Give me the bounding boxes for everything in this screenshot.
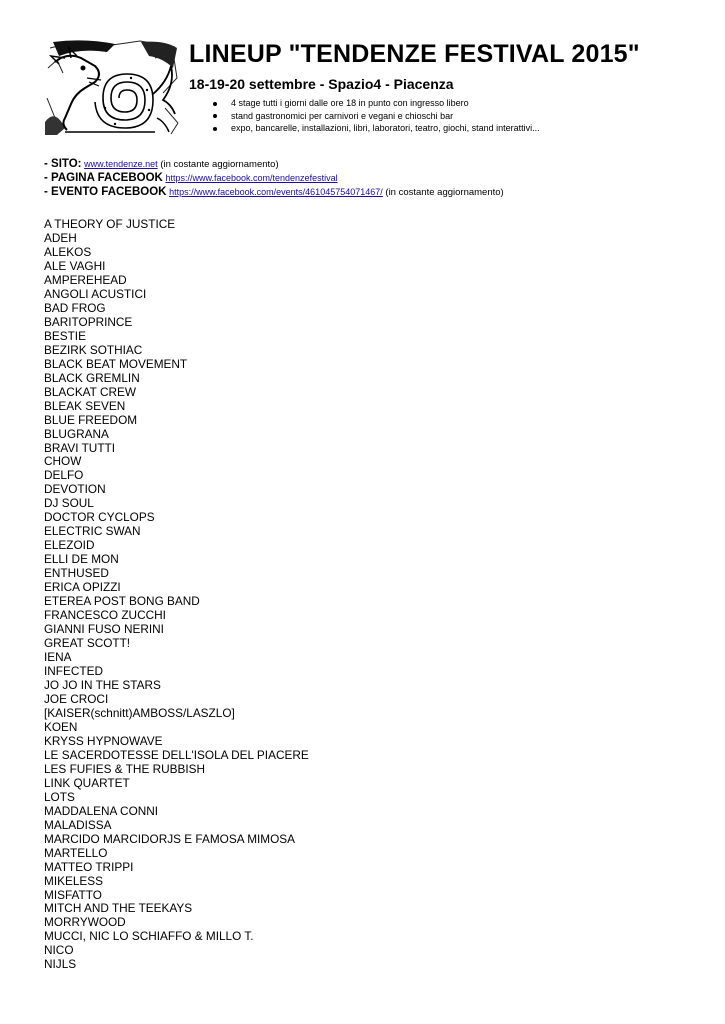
artist-item: MORRYWOOD — [44, 915, 126, 930]
artist-item: AMPEREHEAD — [44, 272, 127, 287]
feature-text: 4 stage tutti i giorni dalle ore 18 in punto con ingresso libero — [231, 98, 469, 108]
artist-item: LE SACERDOTESSE DELL'ISOLA DEL PIACERE — [44, 747, 309, 762]
bullet-icon — [213, 127, 217, 131]
artist-item: JO JO IN THE STARS — [44, 677, 161, 692]
artist-item: ELECTRIC SWAN — [44, 524, 141, 539]
artist-item: IENA — [44, 650, 72, 665]
artist-item: BLEAK SEVEN — [44, 398, 126, 413]
artist-item: MIKELESS — [44, 873, 104, 888]
artist-item: DELFO — [44, 468, 84, 483]
site-link-row — [44, 157, 504, 171]
artist-item: BLUGRANA — [44, 426, 109, 441]
artist-item: ENTHUSED — [44, 566, 109, 581]
artist-item: MUCCI, NIC LO SCHIAFFO & MILLO T. — [44, 929, 254, 944]
artist-item: LOTS — [44, 789, 75, 804]
facebook-page-label: - PAGINA FACEBOOK — [44, 172, 163, 184]
site-label: - SITO: — [44, 158, 82, 170]
artist-item: JOE CROCI — [44, 691, 109, 706]
artist-item: INFECTED — [44, 664, 103, 678]
feature-item — [213, 110, 540, 123]
artist-item: LINK QUARTET — [44, 775, 130, 790]
site-link[interactable]: www.tendenze.net — [84, 159, 158, 169]
feature-text: stand gastronomici per carnivori e vegani e chioschi bar — [231, 110, 454, 121]
feature-item — [213, 122, 540, 135]
artist-item: BEZIRK SOTHIAC — [44, 342, 143, 357]
artist-item: GREAT SCOTT! — [44, 636, 131, 651]
artist-item: MISFATTO — [44, 887, 102, 902]
artist-item: ETEREA POST BONG BAND — [44, 594, 200, 609]
facebook-event-row — [44, 185, 504, 199]
facebook-event-note: (in costante aggiornamento) — [385, 187, 504, 198]
bullet-icon — [213, 114, 217, 118]
facebook-event-link[interactable]: https://www.facebook.com/events/461045754071467/ — [169, 187, 383, 197]
artist-item: BARITOPRINCE — [44, 314, 133, 329]
facebook-event-label: - EVENTO FACEBOOK — [44, 186, 167, 198]
artist-item: FRANCESCO ZUCCHI — [44, 608, 166, 623]
feature-item — [213, 97, 540, 110]
artist-item: BRAVI TUTTI — [44, 440, 116, 455]
artist-item: CHOW — [44, 454, 82, 469]
logo-drawing — [45, 38, 180, 135]
artist-item: KRYSS HYPNOWAVE — [44, 733, 163, 748]
artist-item: NICO — [44, 943, 74, 958]
bullet-icon — [213, 102, 217, 106]
artist-item: MARCIDO MARCIDORJS E FAMOSA MIMOSA — [44, 831, 296, 846]
artist-item: BLACK GREMLIN — [44, 370, 140, 385]
artist-item: MADDALENA CONNI — [44, 803, 159, 818]
page-title: LINEUP "TENDENZE FESTIVAL 2015" — [189, 40, 640, 68]
artist-item: ALEKOS — [44, 244, 92, 259]
artist-item: [KAISER(schnitt)AMBOSS/LASZLO] — [44, 705, 235, 720]
artist-item: DJ SOUL — [44, 496, 94, 511]
artist-item: BAD FROG — [44, 300, 106, 315]
artist-item: GIANNI FUSO NERINI — [44, 622, 164, 637]
artist-item: ERICA OPIZZI — [44, 580, 121, 595]
artist-list — [44, 217, 309, 971]
artist-item: MALADISSA — [44, 817, 112, 832]
artist-item: BLACKAT CREW — [44, 384, 136, 399]
artist-item: LES FUFIES & THE RUBBISH — [44, 761, 206, 776]
artist-item: A THEORY OF JUSTICE — [44, 217, 176, 231]
site-note: (in costante aggiornamento) — [160, 159, 279, 170]
facebook-page-row — [44, 171, 504, 185]
page-subtitle: 18-19-20 settembre - Spazio4 - Piacenza — [189, 76, 454, 92]
artist-item: BLACK BEAT MOVEMENT — [44, 356, 188, 371]
artist-item: BESTIE — [44, 328, 86, 343]
artist-item: MITCH AND THE TEEKAYS — [44, 901, 193, 916]
artist-item: BLUE FREEDOM — [44, 412, 138, 427]
artist-item: KOEN — [44, 719, 78, 734]
artist-item: ALE VAGHI — [44, 258, 106, 273]
artist-item: MARTELLO — [44, 845, 108, 860]
feature-text: expo, bancarelle, installazioni, libri, laboratori, teatro, giochi, stand interattivi... — [231, 123, 540, 133]
artist-item: DEVOTION — [44, 482, 106, 497]
feature-list — [213, 97, 540, 135]
facebook-page-link[interactable]: https://www.facebook.com/tendenzefestival — [165, 173, 338, 183]
artist-item: NIJLS — [44, 957, 77, 972]
dragon-snail-logo — [45, 38, 180, 135]
artist-item: DOCTOR CYCLOPS — [44, 510, 155, 525]
artist-item: ELEZOID — [44, 538, 95, 553]
artist-item: ELLI DE MON — [44, 552, 119, 567]
artist-item: MATTEO TRIPPI — [44, 859, 134, 874]
artist-item: ADEH — [44, 230, 77, 245]
artist-item: ANGOLI ACUSTICI — [44, 286, 147, 301]
links-section — [44, 157, 504, 199]
